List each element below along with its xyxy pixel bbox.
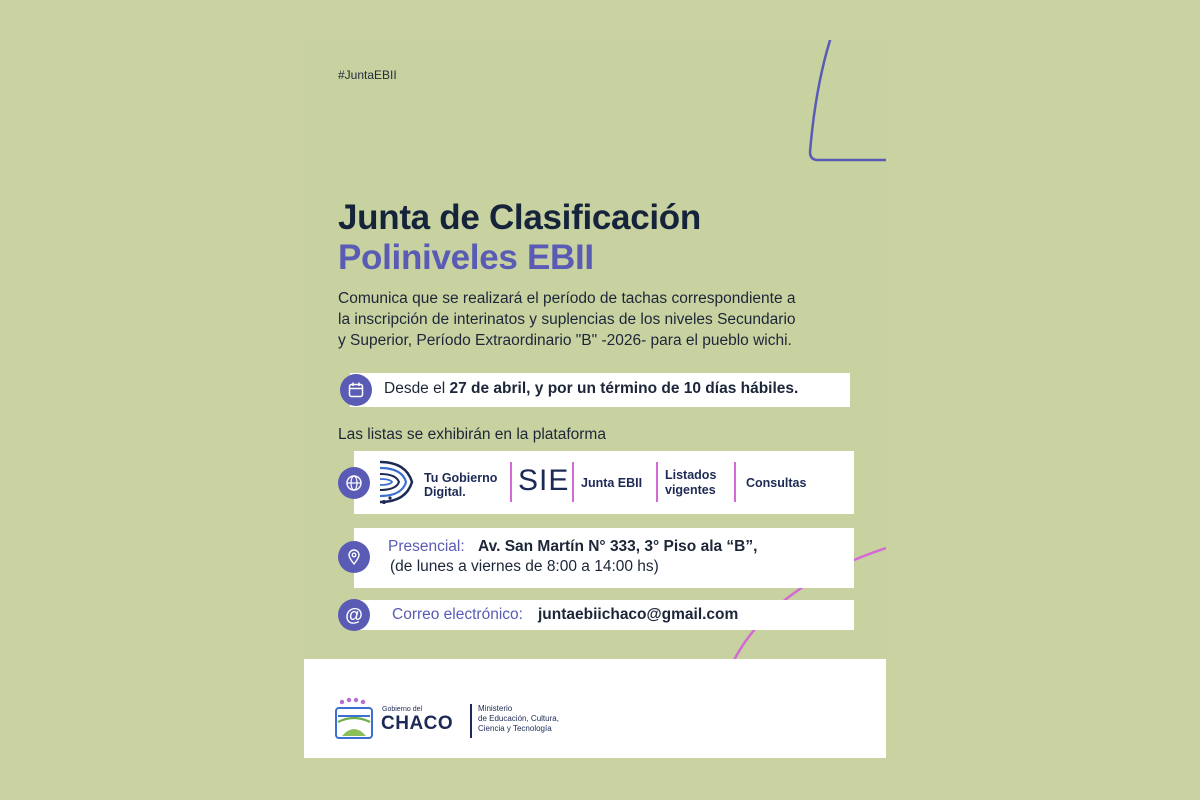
description-line: y Superior, Período Extraordinario "B" -2026- para el pueblo wichi. (338, 332, 792, 349)
lists-text: Las listas se exhibirán en la plataforma (338, 426, 606, 443)
globe-icon (338, 467, 370, 499)
hashtag: #JuntaEBII (338, 68, 397, 82)
separator (470, 704, 472, 738)
description-line: Comunica que se realizará el período de tachas correspondiente a (338, 290, 796, 307)
gobierno-del-label: Gobierno del (382, 706, 423, 713)
flyer (304, 40, 886, 758)
logo-line: Digital. (424, 485, 466, 499)
item-line: Listados (665, 468, 717, 482)
item-line: vigentes (665, 483, 716, 497)
platform-item-consultas[interactable]: Consultas (746, 476, 807, 490)
platform-item-junta-ebii[interactable]: Junta EBII (581, 476, 643, 490)
email-address[interactable]: juntaebiichaco@gmail.com (538, 606, 739, 623)
date-text (384, 380, 798, 398)
description-line: la inscripción de interinatos y suplencias de los niveles Secundario (338, 311, 796, 328)
presencial-label: Presencial: (388, 538, 465, 555)
separator (734, 462, 736, 502)
email-label: Correo electrónico: (392, 606, 523, 623)
ministry-line: Ministerio (478, 704, 513, 713)
separator (572, 462, 574, 502)
location-pin-icon (338, 541, 370, 573)
chaco-label: CHACO (381, 713, 454, 734)
ministry-line: de Educación, Cultura, (478, 714, 559, 723)
sie-label: SIE (518, 464, 570, 497)
chaco-emblem (334, 696, 374, 742)
date-prefix: Desde el (384, 380, 450, 397)
ministry-name (478, 704, 559, 734)
page-title: Junta de Clasificación (338, 198, 701, 237)
sie-fingerprint-logo (376, 458, 418, 506)
calendar-icon (340, 374, 372, 406)
separator (510, 462, 512, 502)
platform-item-listados-vigentes[interactable] (665, 468, 716, 498)
page-subtitle: Poliniveles EBII (338, 238, 594, 277)
presencial-hours: (de lunes a viernes de 8:00 a 14:00 hs) (390, 558, 659, 575)
presencial-address: Av. San Martín N° 333, 3° Piso ala “B”, (478, 538, 758, 555)
logo-line: Tu Gobierno (424, 471, 498, 485)
date-period: 27 de abril, y por un término de 10 días hábiles. (449, 380, 799, 397)
ministry-line: Ciencia y Tecnología (478, 724, 552, 733)
description (338, 288, 858, 351)
separator (656, 462, 658, 502)
at-sign-icon: @ (338, 599, 370, 631)
tu-gobierno-digital-logo (424, 471, 497, 499)
